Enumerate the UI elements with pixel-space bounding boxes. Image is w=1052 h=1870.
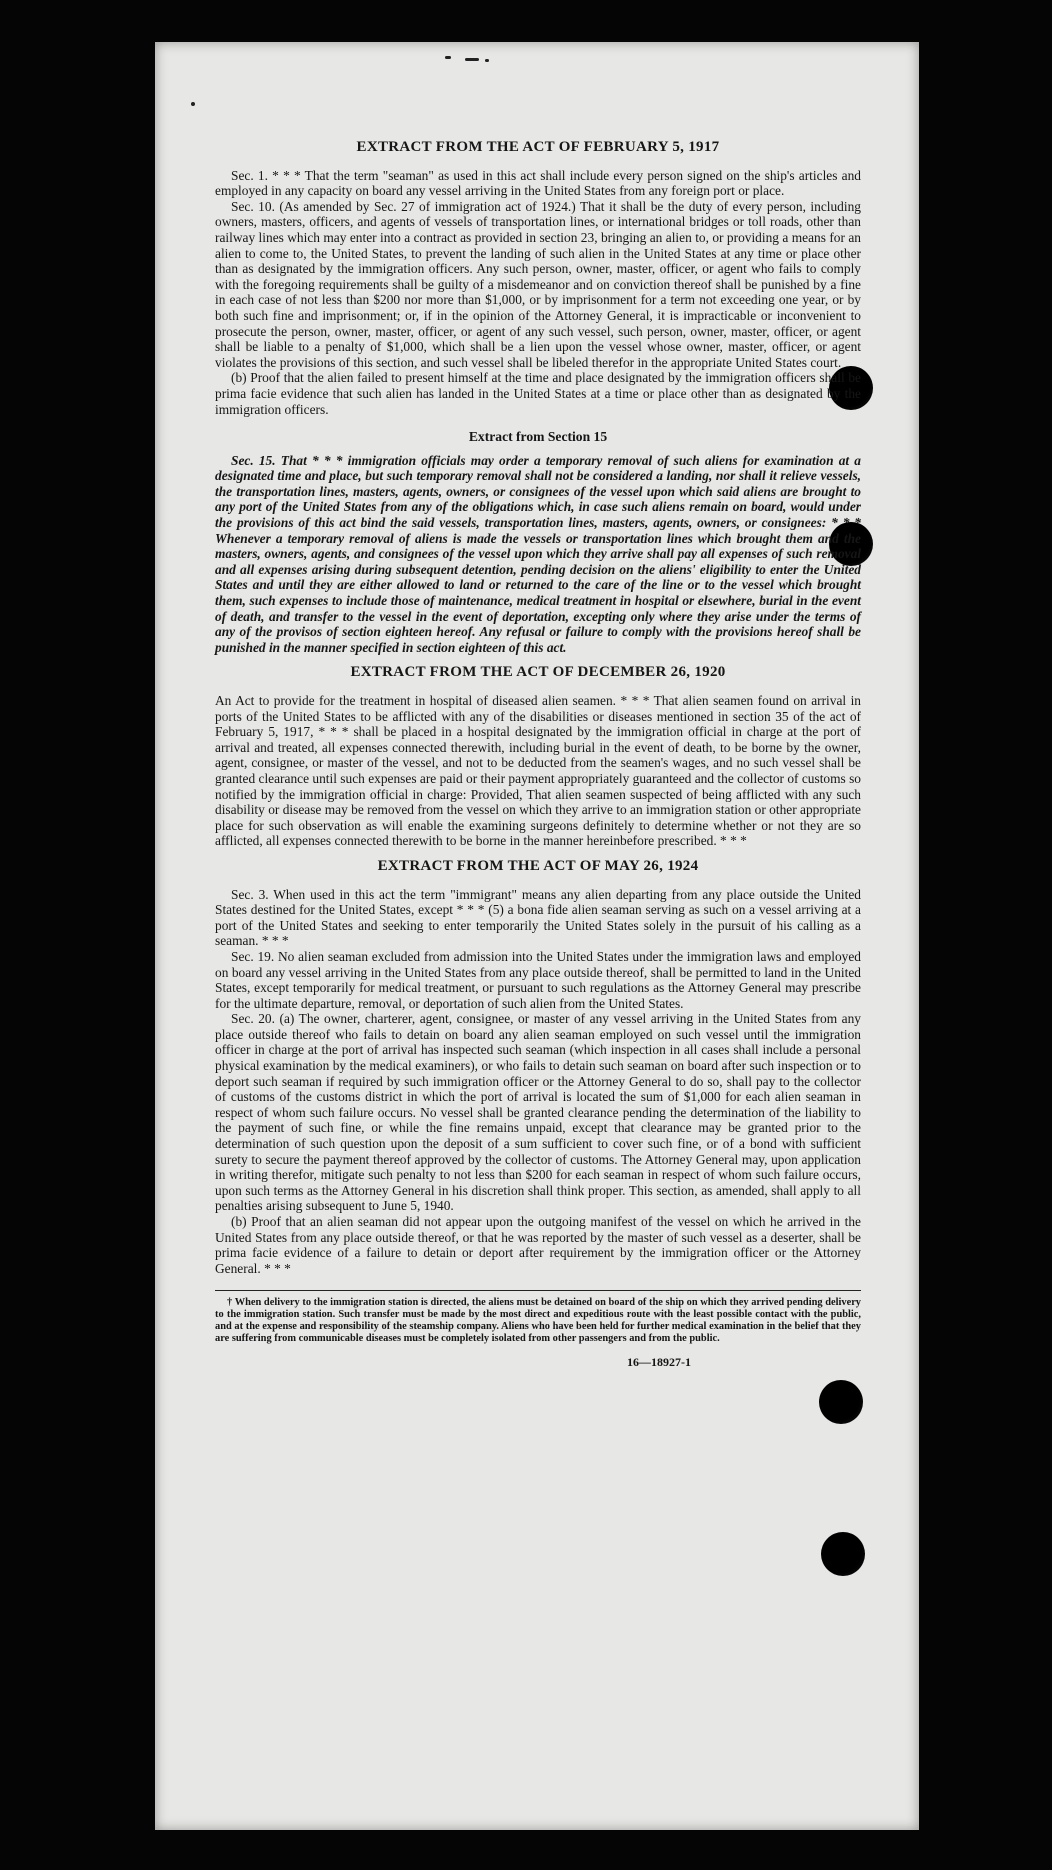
section-act-1924	[215, 859, 861, 1276]
paragraph-sec-15: Sec. 15. That * * * immigration officials may order a temporary removal of such aliens for examination at a designated time and place, but such temporary removal shall not be considered a landing, nor shall it relieve vessels, the transportation lines, masters, agents, owners, or consignees of the vessel upon which said aliens are brought to any port of the United States from any of the obligations which, in case such aliens remain on board, would under the provisions of this act bind the said vessels, transportation lines, masters, agents, owners, or consignees: * * * Whenever a temporary removal of aliens is made the vessels or transportation lines which brought them and the masters, owners, agents, and consignees of the vessel upon which they arrive shall pay all expenses of such removal and all expenses arising during subsequent detention, pending decision on the aliens' eligibility to enter the United States and until they are either allowed to land or returned to the care of the line or to the vessel which brought them, such expenses to include those of maintenance, medical treatment in hospital or elsewhere, burial in the event of death, and transfer to the vessel in the event of deportation, excepting only where they arise under the terms of any of the provisos of section eighteen hereof. Any refusal or failure to comply with the provisions hereof shall be punished in the manner specified in section eighteen of this act.	[215, 452, 861, 655]
paragraph-sec-19: Sec. 19. No alien seaman excluded from admission into the United States under the immigration laws and employed on board any vessel arriving in the United States from any place outside thereof, shall be permitted to land in the United States, except temporarily for medical treatment, or pursuant to such regulations as the Attorney General may prescribe for the ultimate departure, removal, or deportation of such alien from the United States.	[215, 948, 861, 1011]
section-heading: EXTRACT FROM THE ACT OF MAY 26, 1924	[377, 857, 699, 874]
scan-speck	[465, 58, 479, 61]
section-act-1920	[215, 665, 861, 849]
footnote-divider	[215, 1290, 861, 1291]
section-heading: EXTRACT FROM THE ACT OF DECEMBER 26, 1920	[350, 664, 726, 681]
scan-speck	[191, 102, 195, 106]
punch-hole	[819, 1380, 863, 1424]
document-page	[155, 42, 919, 1830]
section-extract-15	[215, 429, 861, 655]
paragraph-sec-10: Sec. 10. (As amended by Sec. 27 of immigration act of 1924.) That it shall be the duty of every person, including owners, masters, officers, and agents of vessels of transportation lines, or international bridges or toll roads, other than railway lines which may enter into a contract as provided in section 23, bringing an alien to, or providing a means for an alien to come to, the United States, to prevent the landing of such alien in the United States at any time or place other than as designated by the immigration officers. Any such person, owner, master, officer, or agent who fails to comply with the foregoing requirements shall be guilty of a misdemeanor and on conviction thereof shall be punished by a fine in each case of not less than $200 nor more than $1,000, or by imprisonment for a term not exceeding one year, or by both such fine and imprisonment; or, if in the opinion of the Attorney General, it is impracticable or inconvenient to prosecute the person, owner, master, officer, or agent of any such vessel, such person, owner, master, officer, or agent shall be liable to a penalty of $1,000, which shall be a lien upon the vessel whose owner, master, officer, or agent violates the provisions of this section, and such vessel shall be libeled therefor in the appropriate United States court.	[215, 198, 861, 370]
scan-speck	[485, 59, 489, 62]
paragraph-act-1920: An Act to provide for the treatment in hospital of diseased alien seamen. * * * That alien seamen found on arrival in ports of the United States to be afflicted with any of the disabilities or diseases mentioned in section 35 of the act of February 5, 1917, * * * shall be placed in a hospital designated by the immigration official in charge at the port of arrival and treated, all expenses connected therewith, including burial in the event of death, to be borne by the owner, agent, consignee, or master of the vessel, and not to be deducted from the seamen's wages, and no such vessel shall be granted clearance until such expenses are paid or their payment appropriately guaranteed and the collector of customs so notified by the immigration official in charge: Provided, That alien seamen suspected of being afflicted with any such disability or disease may be removed from the vessel on which they arrive to an immigration station or other appropriate place for such observation as will enable the examining surgeons definitely to determine whether or not they are so afflicted, all expenses connected therewith to be borne in the manner hereinbefore prescribed. * * *	[215, 693, 861, 849]
paragraph-sec-1: Sec. 1. * * * That the term "seaman" as used in this act shall include every person signed on the ship's articles and employed in any capacity on board any vessel arriving in the United States from any foreign port or place.	[215, 167, 861, 199]
form-number: 16—18927-1	[627, 1355, 691, 1370]
paragraph-sec-20-a: Sec. 20. (a) The owner, charterer, agent, consignee, or master of any vessel arriving in the United States from any place outside thereof who fails to detain on board any alien seaman employed on such vessel until the immigration officer in charge at the port of arrival has inspected such seaman (which inspection in all cases shall include a personal physical examination by the medical examiners), or who fails to detain such seaman on board after such inspection or to deport such seaman if required by such immigration officer or the Attorney General to do so, shall pay to the collector of customs of the customs district in which the port of arrival is located the sum of $1,000 for each alien seaman in respect of whom such failure occurs. No vessel shall be granted clearance pending the determination of the liability to the payment of such fine, or while the fine remains unpaid, except that clearance may be granted prior to the determination of such question upon the deposit of a sum sufficient to cover such fine, or of a bond with sufficient surety to secure the payment thereof approved by the collector of customs. The Attorney General may, upon application in writing therefor, mitigate such penalty to not less than $200 for each seaman in respect of whom such failure occurs, upon such terms as the Attorney General in his discretion shall think proper. This section, as amended, shall apply to all penalties arising subsequent to June 5, 1940.	[215, 1011, 861, 1214]
paragraph-sec-20-b: (b) Proof that an alien seaman did not appear upon the outgoing manifest of the vessel on which he arrived in the United States from any place outside thereof, or that he was reported by the master of such vessel as a deserter, shall be prima facie evidence of a failure to detain or deport after requirement by the immigration officer or the Attorney General. * * *	[215, 1214, 861, 1276]
footnote: † When delivery to the immigration station is directed, the aliens must be detained on board of the ship on which they arrived pending delivery to the immigration station. Such transfer must be made by the most direct and expeditious route with the least possible contact with the public, and at the expense and responsibility of the steamship company. Aliens who have been held for further medical examination in the belief that they are suffering from communicable diseases must be completely isolated from other passengers and from the public.	[215, 1297, 861, 1345]
section-subheading: Extract from Section 15	[468, 429, 608, 445]
paragraph-sec-3: Sec. 3. When used in this act the term "immigrant" means any alien departing from any place outside the United States destined for the United States, except * * * (5) a bona fide alien seaman serving as such on a vessel arriving at a port of the United States and seeking to enter temporarily the United States solely in the pursuit of his calling as a seaman. * * *	[215, 886, 861, 949]
paragraph-sec-10-b: (b) Proof that the alien failed to present himself at the time and place designated by the immigration officers shall be prima facie evidence that such alien has landed in the United States at a time or place other than as designated by the immigration officers.	[215, 370, 861, 417]
punch-hole	[821, 1532, 865, 1576]
scan-speck	[445, 56, 451, 59]
document-body	[215, 140, 861, 1371]
section-heading: EXTRACT FROM THE ACT OF FEBRUARY 5, 1917	[356, 139, 720, 155]
section-act-1917	[215, 140, 861, 417]
